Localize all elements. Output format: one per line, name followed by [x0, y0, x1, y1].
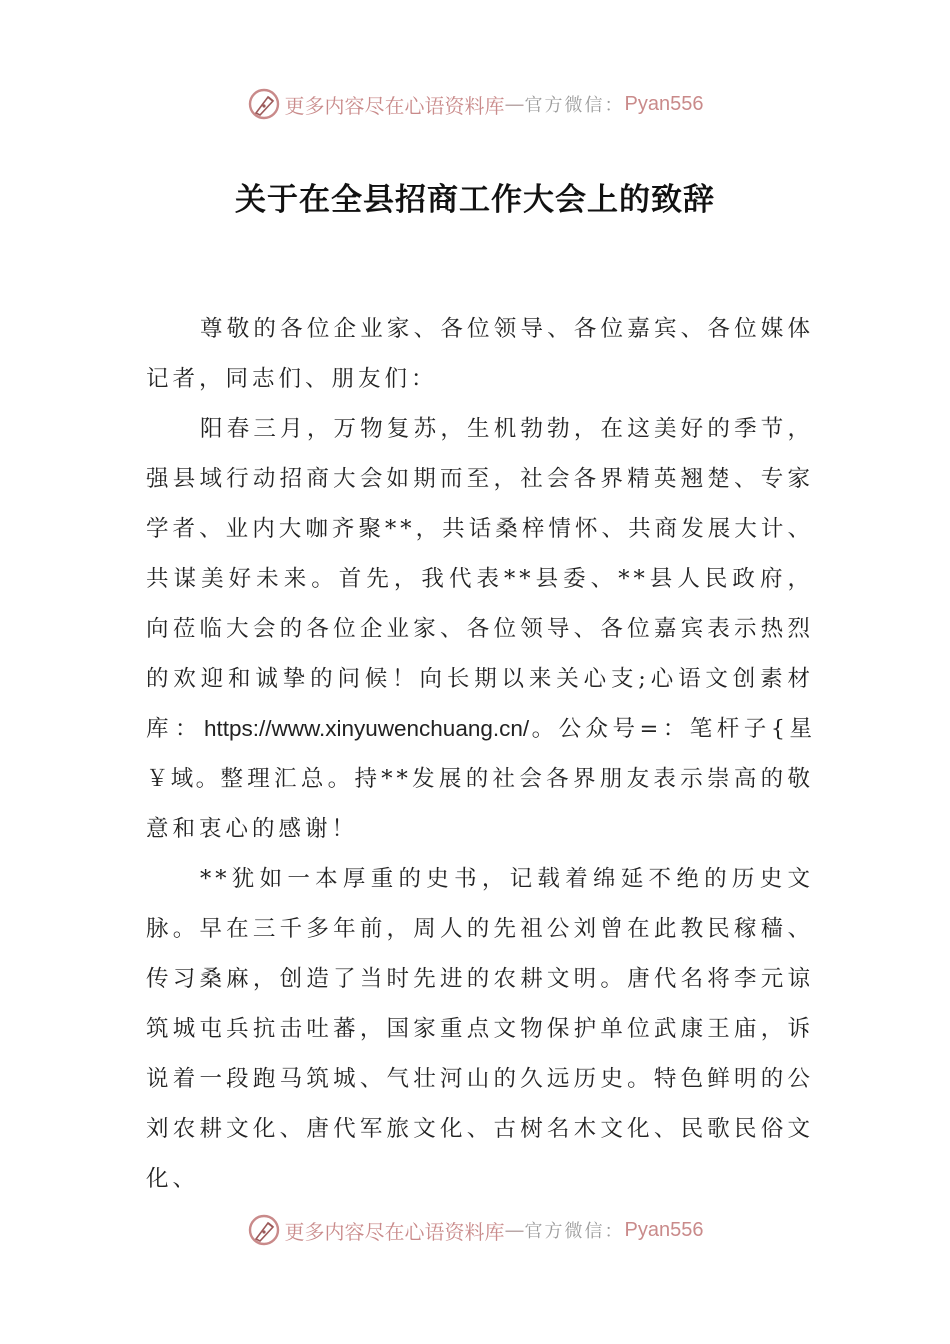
watermark-label: 官方微信：: [524, 95, 625, 116]
paragraph-text: 整理汇总。持**发展的社会各界朋友表示崇高的敬意和衷心的感谢！: [146, 766, 814, 842]
history-paragraph: **犹如一本厚重的史书，记载着绵延不绝的历史文脉。早在三千多年前，周人的先祖公刘曾在此教民稼穑、传习桑麻，创造了当时先进的农耕文明。唐代名将李元谅筑城屯兵抗击吐蕃，国家重点文物保护单位武康王庙，诉说着一段跑马筑城、气壮河山的久远历史。特色鲜明的公刘农耕文化、唐代军旅文化、古树名木文化、民歌民俗文化、: [146, 866, 814, 1192]
watermark-separator: —: [504, 92, 525, 116]
document-title: 关于在全县招商工作大会上的致辞: [235, 182, 715, 218]
watermark-wechat-id: Pyan556: [624, 92, 704, 115]
pen-nib-logo-icon: [247, 1213, 281, 1247]
watermark-wechat-id: Pyan556: [624, 1218, 704, 1241]
watermark-brand: 更多内容尽在心语资料库: [284, 93, 505, 118]
document-body: [146, 304, 814, 1204]
watermark-label: 官方微信：: [524, 1221, 625, 1242]
salutation-paragraph: 尊敬的各位企业家、各位领导、各位嘉宾、各位媒体记者，同志们、朋友们：: [146, 316, 814, 392]
paragraph-text: 阳春三月，万物复苏，生机勃勃，在这美好的季节，强县域行动招商大会如期而至，社会各界精英翘楚、专家学者、业内大咖齐聚**，共话桑梓情怀、共商发展大计、共谋美好未来。首先，我代表**县委、**县人民政府，向莅临大会的各位企业家、各位领导、各位嘉宾表示热烈的欢迎和诚挚的问候！向长期以来关心支;心语文创素材库：: [146, 416, 814, 742]
welcome-paragraph: [146, 404, 814, 854]
watermark-separator: —: [504, 1218, 525, 1242]
watermark-brand: 更多内容尽在心语资料库: [284, 1219, 505, 1244]
header-watermark: [0, 84, 950, 124]
footer-watermark: [0, 1210, 950, 1250]
paragraph-text: 。公众号=：笔杆子{星￥域。: [146, 716, 814, 792]
pen-nib-logo-icon: [247, 87, 281, 121]
source-url: https://www.xinyuwenchuang.cn/: [203, 716, 530, 741]
